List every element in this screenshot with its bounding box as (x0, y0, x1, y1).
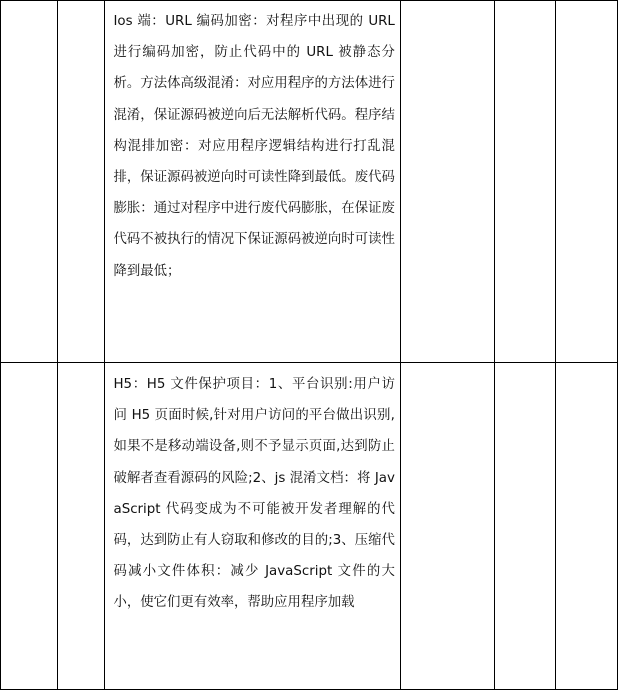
table-row (1, 1, 618, 363)
description-cell (105, 363, 400, 690)
category-cell (58, 363, 105, 690)
category-cell (58, 1, 105, 363)
table-row (1, 363, 618, 690)
deviation-cell (495, 1, 555, 363)
ios-protection-text: Ios 端：URL 编码加密：对程序中出现的 URL 进行编码加密，防止代码中的 URL 被静态分析。方法体高级混淆：对应用程序的方法体进行混淆，保证源码被逆向后无法解析代码。程序结构混排加密：对应用程序逻辑结构进行打乱混排，保证源码被逆向时可读性降到最低。废代码膨胀：通过对程序中进行废代码膨胀，在保证废代码不被执行的情况下保证源码被逆向时可读性降到最低； (113, 14, 395, 279)
response-cell (400, 1, 494, 363)
index-cell (1, 363, 58, 690)
remark-cell (555, 1, 617, 363)
description-cell (105, 1, 400, 363)
h5-protection-text: H5：H5 文件保护项目：1、平台识别:用户访问 H5 页面时候,针对用户访问的平台做出识别,如果不是移动端设备,则不予显示页面,达到防止破解者查看源码的风险;2、js 混淆文档：将 JavaScript 代码变成为不可能被开发者理解的代码，达到防止有人窃取和修改的目的;3、压缩代码减小文件体积：减少 JavaScript 文件的大小，使它们更有效率，帮助应用程序加载 (113, 377, 395, 611)
index-cell (1, 1, 58, 363)
response-cell (400, 363, 494, 690)
remark-cell (555, 363, 617, 690)
deviation-cell (495, 363, 555, 690)
